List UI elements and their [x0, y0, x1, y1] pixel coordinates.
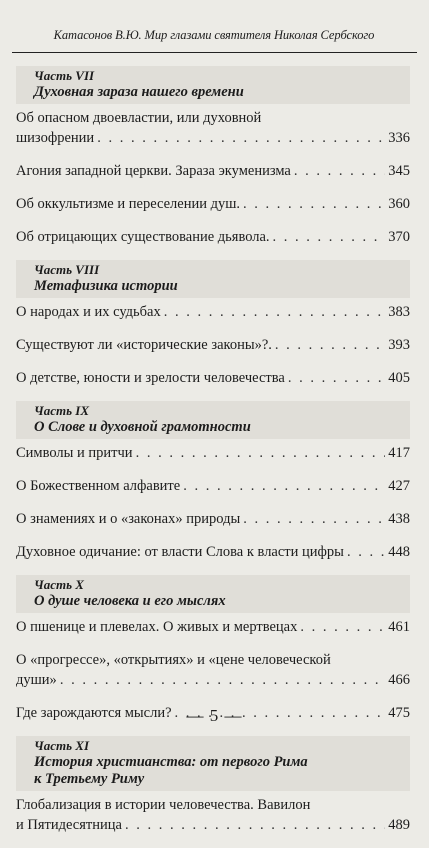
dot-leader [243, 509, 385, 529]
toc-page-number: 448 [388, 544, 410, 560]
toc-entry-title: О Божественном алфавите [16, 478, 181, 494]
toc-entry-title: О народах и их судьбах [16, 304, 161, 320]
toc-entry-title: О знамениях и о «законах» природы [16, 511, 241, 527]
part-title: к Третьему Риму [34, 771, 145, 787]
toc-entry[interactable] [16, 476, 410, 496]
toc-entry-title: Об отрицающих существование дьявола. [16, 229, 270, 245]
part-title: Метафизика истории [34, 278, 178, 294]
part-label: Часть VII [34, 68, 95, 83]
dot-leader [183, 476, 385, 496]
dot-leader [347, 542, 385, 562]
toc-entry[interactable] [16, 443, 410, 463]
toc-page-number: 427 [388, 478, 410, 494]
toc-entry[interactable] [16, 795, 410, 835]
toc-page-number: 336 [388, 130, 410, 146]
page-number: — 5 — [186, 706, 243, 725]
dot-leader [288, 368, 385, 388]
running-header: Катасонов В.Ю. Мир глазами святителя Николая Сербского [53, 28, 375, 42]
part-label: Часть VIII [34, 262, 100, 277]
toc-page-number: 438 [388, 511, 410, 527]
dot-leader [125, 815, 385, 835]
toc-page-number: 475 [388, 705, 410, 721]
dot-leader [60, 670, 385, 690]
dot-leader [164, 302, 386, 322]
part-heading [16, 401, 410, 439]
toc-entry-title: Символы и притчи [16, 445, 133, 461]
dot-leader [275, 335, 385, 355]
toc-page-number: 393 [388, 337, 410, 353]
toc-entry-title: и Пятидесятница [16, 817, 122, 833]
part-title: О душе человека и его мыслях [34, 593, 226, 609]
dot-leader [273, 227, 386, 247]
part-label: Часть X [34, 577, 84, 592]
toc-entry-title: Где зарождаются мысли? [16, 705, 172, 721]
toc-entry[interactable] [16, 335, 410, 355]
toc-entry-title: О пшенице и плевелах. О живых и мертвецах [16, 619, 298, 635]
part-heading [16, 575, 410, 613]
toc-entry[interactable] [16, 617, 410, 637]
part-heading [16, 66, 410, 104]
toc-page-number: 383 [388, 304, 410, 320]
part-title: История христианства: от первого Рима [34, 754, 308, 770]
toc-page-number: 360 [388, 196, 410, 212]
part-title: Духовная зараза нашего времени [34, 84, 244, 100]
header-rule [12, 52, 417, 53]
toc-entry[interactable] [16, 650, 410, 690]
dot-leader [136, 443, 386, 463]
part-heading [16, 260, 410, 298]
toc-entry[interactable] [16, 368, 410, 388]
toc-entry-title: О «прогрессе», «открытиях» и «цене человеческой [16, 652, 331, 668]
toc-page-number: 461 [388, 619, 410, 635]
toc-entry-title: Агония западной церкви. Зараза экуменизма [16, 163, 291, 179]
part-label: Часть IX [34, 403, 90, 418]
toc-entry[interactable] [16, 161, 410, 181]
toc-page-number: 466 [388, 672, 410, 688]
toc-entry-title: Об опасном двоевластии, или духовной [16, 110, 262, 126]
table-of-contents [16, 66, 410, 848]
toc-entry-title: Об оккультизме и переселении душ. [16, 196, 241, 212]
toc-page-number: 417 [388, 445, 410, 461]
toc-page-number: 345 [388, 163, 410, 179]
part-heading [16, 736, 410, 791]
toc-page-number: 405 [388, 370, 410, 386]
dot-leader [97, 128, 385, 148]
part-label: Часть XI [34, 738, 90, 753]
toc-entry-title: Глобализация в истории человечества. Вавилон [16, 797, 311, 813]
toc-entry-title: Существуют ли «исторические законы»?. [16, 337, 272, 353]
toc-entry-title: души» [16, 672, 57, 688]
toc-entry[interactable] [16, 302, 410, 322]
toc-entry[interactable] [16, 108, 410, 148]
part-title: О Слове и духовной грамотности [34, 419, 251, 435]
dot-leader [294, 161, 385, 181]
toc-entry-title: О детстве, юности и зрелости человечества [16, 370, 285, 386]
dot-leader [300, 617, 385, 637]
toc-entry[interactable] [16, 509, 410, 529]
toc-entry[interactable] [16, 227, 410, 247]
toc-entry[interactable] [16, 194, 410, 214]
toc-entry-title: шизофрении [16, 130, 95, 146]
toc-page-number: 489 [388, 817, 410, 833]
dot-leader [243, 194, 385, 214]
toc-page-number: 370 [388, 229, 410, 245]
toc-entry-title: Духовное одичание: от власти Слова к власти цифры [16, 544, 344, 560]
toc-entry[interactable] [16, 542, 410, 562]
